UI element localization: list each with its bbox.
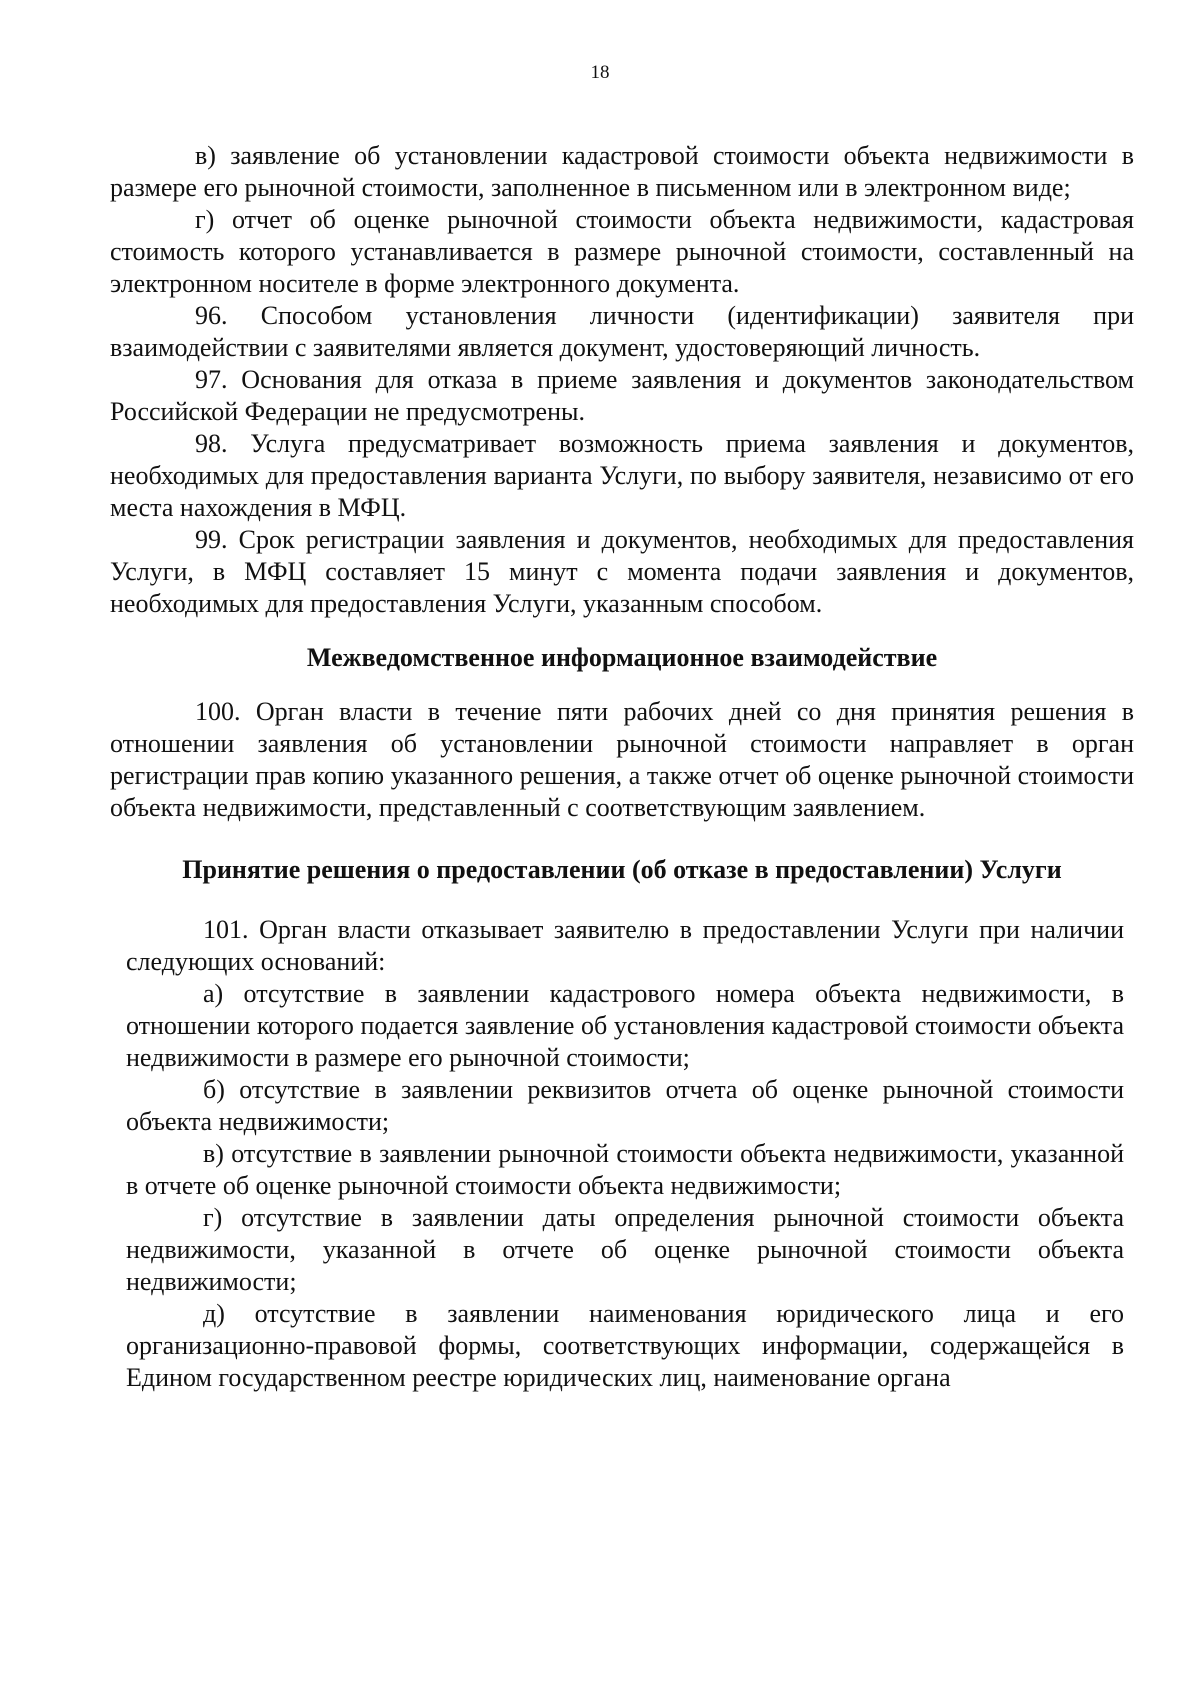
paragraph-101-v: в) отсутствие в заявлении рыночной стоимости объекта недвижимости, указанной в отчете об оценке рыночной стоимости объекта недвижимости; xyxy=(126,1139,1124,1200)
paragraph-99: 99. Срок регистрации заявления и документов, необходимых для предоставления Услуги, в МФЦ составляет 15 минут с момента подачи заявления и документов, необходимых для предоставления Услуги, указанным способом. xyxy=(110,525,1134,618)
paragraph-g: г) отчет об оценке рыночной стоимости объекта недвижимости, кадастровая стоимость которого устанавливается в размере рыночной стоимости, составленный на электронном носителе в форме электронного документа. xyxy=(110,205,1134,298)
paragraph-98: 98. Услуга предусматривает возможность приема заявления и документов, необходимых для предоставления варианта Услуги, по выбору заявителя, независимо от его места нахождения в МФЦ. xyxy=(110,429,1134,522)
paragraph-101-a: а) отсутствие в заявлении кадастрового номера объекта недвижимости, в отношении которого подается заявление об установления кадастровой стоимости объекта недвижимости в размере его рыночной стоимости; xyxy=(126,979,1124,1072)
paragraph-101-d: д) отсутствие в заявлении наименования юридического лица и его организационно-правовой формы, соответствующих информации, содержащейся в Едином государственном реестре юридических лиц, наименование органа xyxy=(126,1299,1124,1392)
paragraph-101: 101. Орган власти отказывает заявителю в предоставлении Услуги при наличии следующих оснований: xyxy=(126,915,1124,976)
paragraph-100: 100. Орган власти в течение пяти рабочих дней со дня принятия решения в отношении заявления об установлении рыночной стоимости направляет в орган регистрации прав копию указанного решения, а также отчет об оценке рыночной стоимости объекта недвижимости, представленный с соответствующим заявлением. xyxy=(110,697,1134,822)
paragraph-96: 96. Способом установления личности (идентификации) заявителя при взаимодействии с заявителями является документ, удостоверяющий личность. xyxy=(110,301,1134,362)
page-number: 18 xyxy=(590,62,610,83)
section-heading-decision: Принятие решения о предоставлении (об отказе в предоставлении) Услуги xyxy=(182,855,1062,884)
document-body xyxy=(110,140,1134,1394)
section-heading-interagency: Межведомственное информационное взаимодействие xyxy=(306,643,938,672)
paragraph-v: в) заявление об установлении кадастровой стоимости объекта недвижимости в размере его рыночной стоимости, заполненное в письменном или в электронном виде; xyxy=(110,141,1134,202)
paragraph-101-b: б) отсутствие в заявлении реквизитов отчета об оценке рыночной стоимости объекта недвижимости; xyxy=(126,1075,1124,1136)
paragraph-101-g: г) отсутствие в заявлении даты определения рыночной стоимости объекта недвижимости, указанной в отчете об оценке рыночной стоимости объекта недвижимости; xyxy=(126,1203,1124,1296)
paragraph-97: 97. Основания для отказа в приеме заявления и документов законодательством Российской Федерации не предусмотрены. xyxy=(110,365,1134,426)
